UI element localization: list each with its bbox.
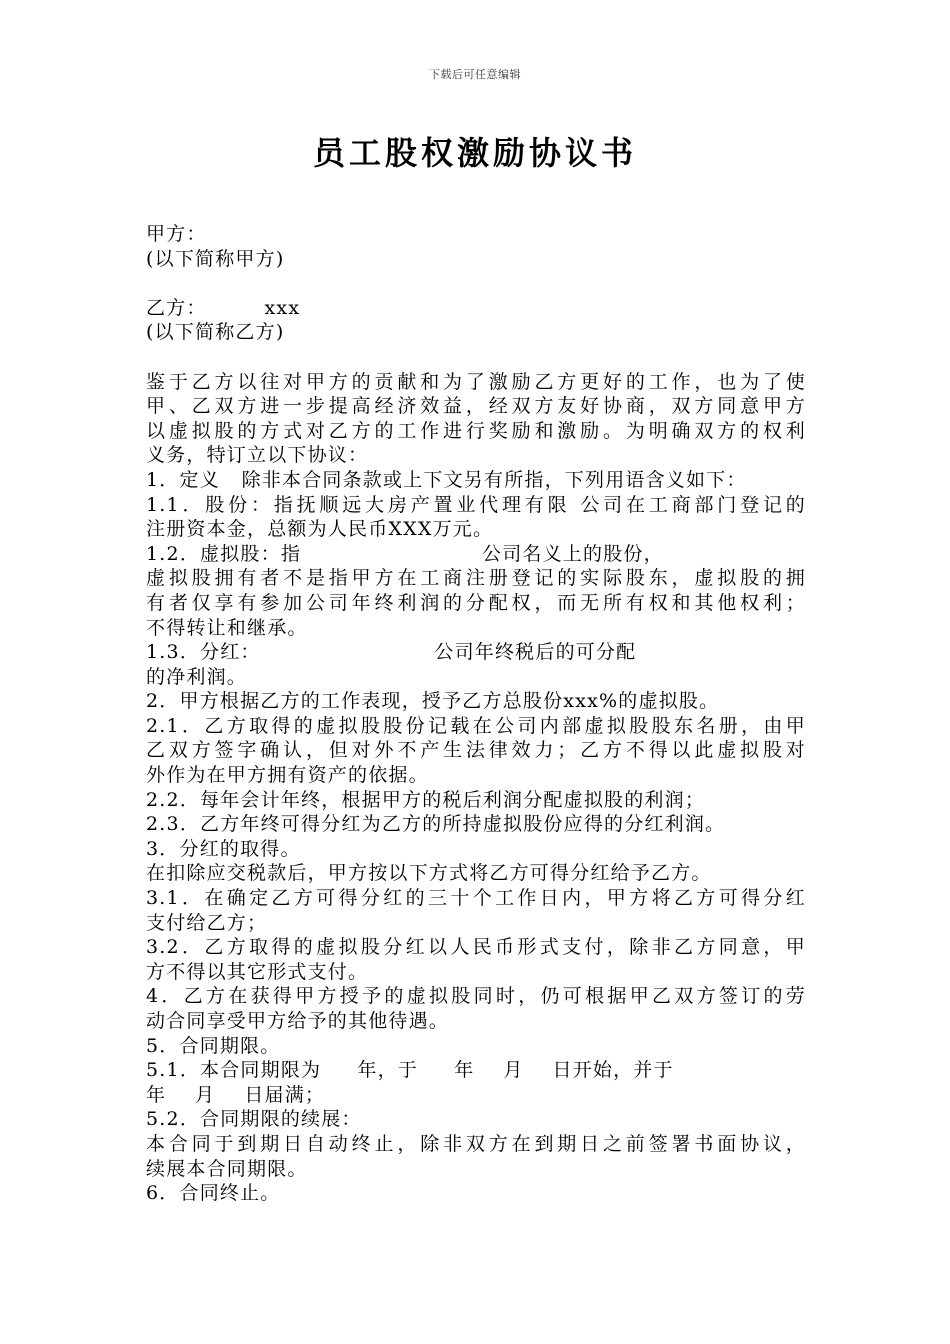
body-line: 1.1．股份：指抚顺远大房产置业代理有限 公司在工商部门登记的 xyxy=(146,493,806,516)
body-line: 支付给乙方； xyxy=(146,911,268,934)
body-line: 1．定义 除非本合同条款或上下文另有所指，下列用语含义如下： xyxy=(146,468,747,491)
body-line: 3．分红的取得。 xyxy=(146,837,301,860)
party-b-note: (以下简称乙方) xyxy=(146,321,285,344)
body-line: 有者仅享有参加公司年终利润的分配权，而无所有权和其他权利； xyxy=(146,591,806,614)
blank-line xyxy=(146,345,806,370)
body-line: 注册资本金，总额为人民币XXX万元。 xyxy=(146,518,494,541)
document-title: 员工股权激励协议书 xyxy=(312,134,637,172)
party-a-label: 甲方： xyxy=(146,223,207,245)
body-line: 6．合同终止。 xyxy=(146,1182,281,1205)
body-line: 5.2．合同期限的续展： xyxy=(146,1108,362,1131)
body-line: 年 月 日届满； xyxy=(146,1083,326,1106)
body-line: 不得转让和继承。 xyxy=(146,616,308,639)
body-line: 3.1．在确定乙方可得分红的三十个工作日内，甲方将乙方可得分红 xyxy=(146,887,806,910)
body-line: 4．乙方在获得甲方授予的虚拟股同时，仍可根据甲乙双方签订的劳 xyxy=(146,985,806,1008)
body-line: 2.2．每年会计年终，根据甲方的税后利润分配虚拟股的利润； xyxy=(146,788,706,811)
body-line: 2.1．乙方取得的虚拟股股份记载在公司内部虚拟股股东名册，由甲 xyxy=(146,714,806,737)
party-b-label: 乙方： xxx xyxy=(146,296,301,319)
body-line: 3.2．乙方取得的虚拟股分红以人民币形式支付，除非乙方同意，甲 xyxy=(146,936,806,959)
body-line: 2.3．乙方年终可得分红为乙方的所持虚拟股份应得的分红利润。 xyxy=(146,813,726,836)
body-line: 虚拟股拥有者不是指甲方在工商注册登记的实际股东，虚拟股的拥 xyxy=(146,567,806,590)
body-line: 甲、乙双方进一步提高经济效益，经双方友好协商，双方同意甲方 xyxy=(146,395,806,418)
body-line: 本合同于到期日自动终止，除非双方在到期日之前签署书面协议， xyxy=(146,1132,806,1155)
document-body xyxy=(146,222,806,1206)
body-line: 2．甲方根据乙方的工作表现，授予乙方总股份xxx%的虚拟股。 xyxy=(146,690,720,713)
body-line: 方不得以其它形式支付。 xyxy=(146,960,369,983)
body-line: 续展本合同期限。 xyxy=(146,1157,308,1180)
body-line: 5．合同期限。 xyxy=(146,1034,281,1057)
header-note: 下载后可任意编辑 xyxy=(429,68,521,81)
body-line: 的净利润。 xyxy=(146,665,248,688)
body-line: 5.1．本合同期限为 年，于 年 月 日开始，并于 xyxy=(146,1059,674,1082)
body-line: 鉴于乙方以往对甲方的贡献和为了激励乙方更好的工作，也为了使 xyxy=(146,370,806,393)
body-line: 1.2．虚拟股：指 公司名义上的股份， xyxy=(146,542,664,565)
body-line: 1.3．分红： 公司年终税后的可分配 xyxy=(146,641,637,664)
body-line: 以虚拟股的方式对乙方的工作进行奖励和激励。为明确双方的权利 xyxy=(146,419,806,442)
party-a-note: (以下简称甲方) xyxy=(146,247,285,270)
blank-line xyxy=(146,271,806,296)
body-line: 在扣除应交税款后，甲方按以下方式将乙方可得分红给予乙方。 xyxy=(146,862,712,885)
body-line: 义务，特订立以下协议： xyxy=(146,444,369,467)
body-line: 乙双方签字确认，但对外不产生法律效力；乙方不得以此虚拟股对 xyxy=(146,739,806,762)
body-line: 外作为在甲方拥有资产的依据。 xyxy=(146,764,429,787)
body-line: 动合同享受甲方给予的其他待遇。 xyxy=(146,1010,450,1032)
